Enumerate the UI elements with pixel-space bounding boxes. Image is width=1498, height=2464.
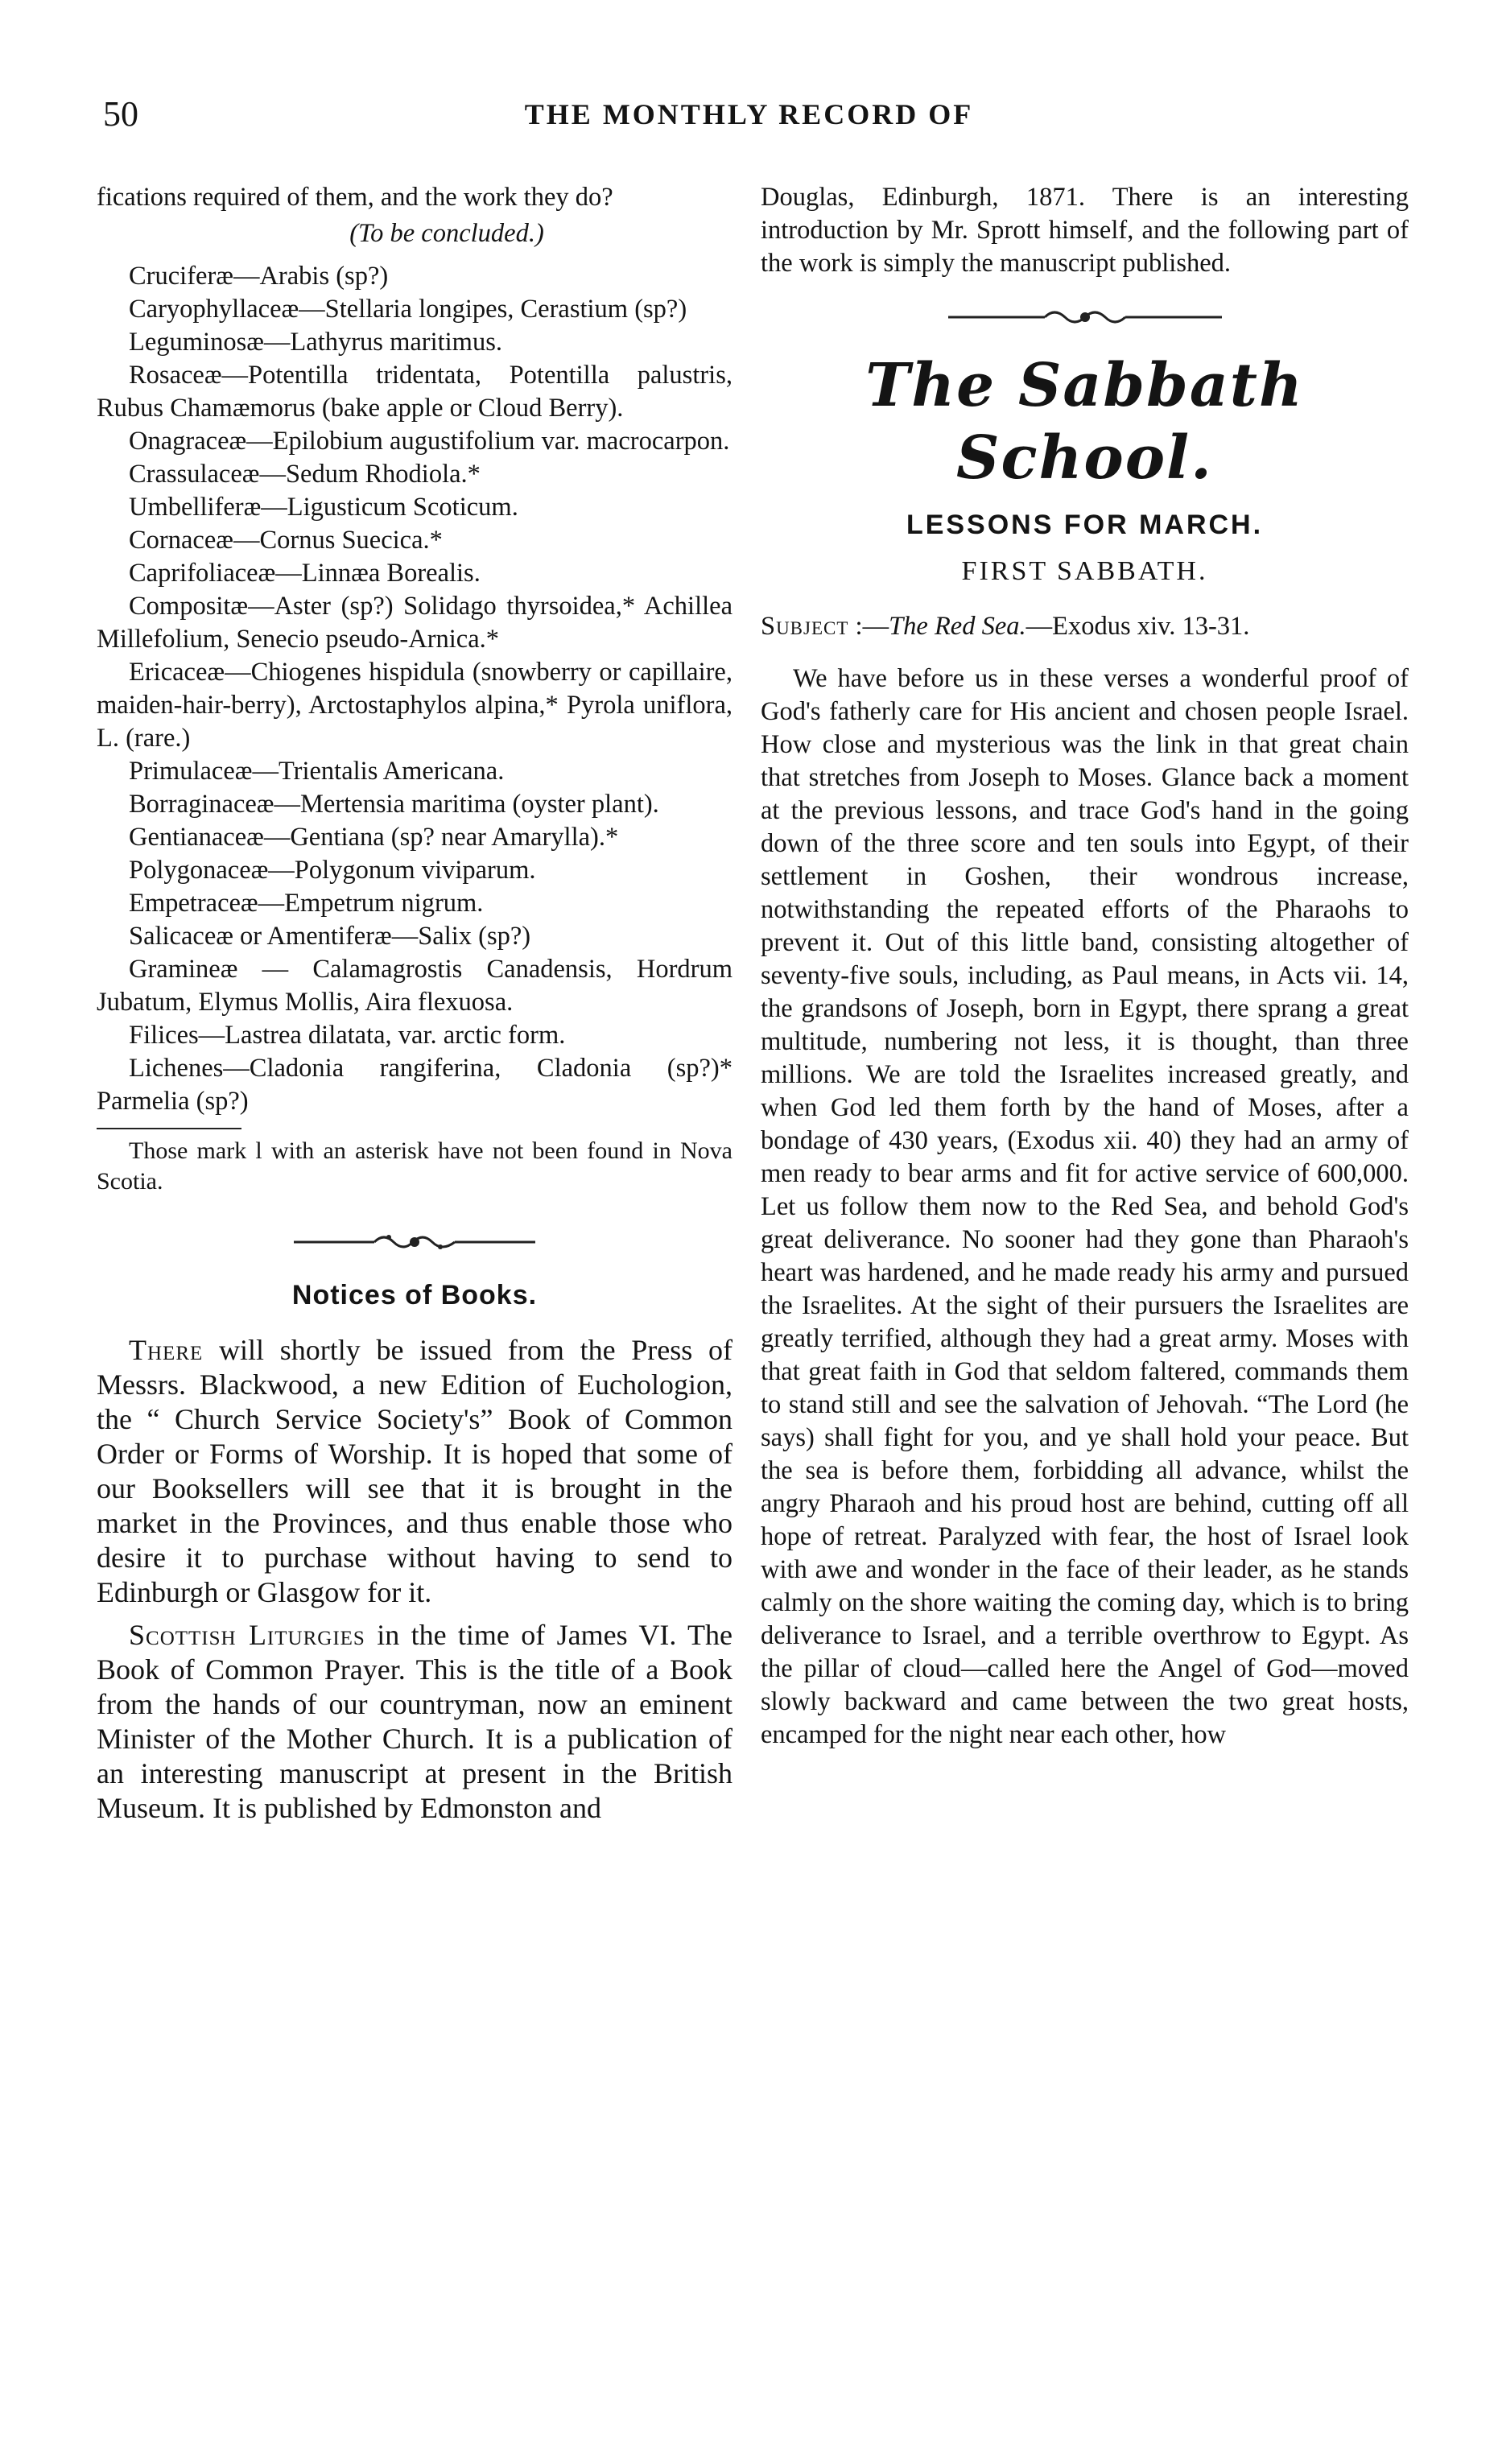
list-item: Polygonaceæ—Polygonum viviparum. bbox=[129, 856, 536, 885]
list-item: Cruciferæ—Arabis (sp?) bbox=[129, 262, 389, 291]
list-item: Ericaceæ—Chiogenes hispidula (snowberry or capillaire, maiden-hair-berry), Arctostaphylos alpina,* Pyrola uniflora, L. (rare.) bbox=[97, 658, 732, 753]
opening-text: fications required of them, and the work they do? bbox=[97, 183, 613, 212]
subject-reference: —Exodus xiv. 13-31. bbox=[1025, 612, 1250, 641]
lessons-heading: LESSONS FOR MARCH. bbox=[906, 510, 1264, 540]
list-item: Salicaceæ or Amentiferæ—Salix (sp?) bbox=[129, 922, 531, 951]
footnote: Those mark l with an asterisk have not been found in Nova Scotia. bbox=[97, 1137, 732, 1195]
notice-text: will shortly be issued from the Press of Messrs. Blackwood, a new Edition of Euchologion, the “ Church Service Society's” Book of Common Order or Forms of Worship. It is hoped that some of our Booksellers will see that it is brought in the market in the Provinces, and thus enable those who desire it to purchase without having to send to Edinburgh or Glasgow for it. bbox=[97, 1334, 732, 1608]
list-item: Primulaceæ—Trientalis Americana. bbox=[129, 757, 505, 786]
list-item: Empetraceæ—Empetrum nigrum. bbox=[129, 889, 484, 918]
list-item: Gentianaceæ—Gentiana (sp? near Amarylla).* bbox=[129, 823, 619, 852]
list-item: Filices—Lastrea dilatata, var. arctic form. bbox=[129, 1021, 566, 1050]
list-item: Caryophyllaceæ—Stellaria longipes, Cerastium (sp?) bbox=[129, 295, 687, 324]
list-item: Caprifoliaceæ—Linnæa Borealis. bbox=[129, 559, 481, 588]
sabbath-heading: FIRST SABBATH. bbox=[961, 556, 1208, 586]
lesson-body: We have before us in these verses a wonderful proof of God's fatherly care for His ancient and chosen people Israel. How close and mysterious was the link in that great chain that stretches from Joseph to Moses. Glance back a moment at the previous lessons, and trace God's hand in the going down of the three score and ten souls into Egypt, of their settlement in Goshen, their wondrous increase, notwithstanding the repeated efforts of the Pharaohs to prevent it. Out of this little band, consisting altogether of seventy-five souls, including, as Paul means, in Acts vii. 14, the grandsons of Joseph, born in Egypt, there sprang a great multitude, numbering not less, it is thought, than three millions. We are told the Israelites increased greatly, and when God led them forth by the hand of Moses, after a bondage of 430 years, (Exodus xii. 40) they had an army of men ready to bear arms and fit for active service of 600,000. Let us follow them now to the Red Sea, and behold God's great deliverance. No sooner had they gone than Pharaoh's heart was hardened, and he made ready his army and pursued the Israelites. At the sight of their pursuers the Israelites are greatly terrified, although they had a great army. Moses with that great faith in God that seldom faltered, commands them to stand still and see the salvation of Jehovah. “The Lord (he says) shall fight for you, and ye shall hold your peace. But the sea is before them, forbidding all advance, whilst the angry Pharaoh and his proud host are behind, cutting off all hope of retreat. Paralyzed with fear, the host of Israel look with awe and wonder in the face of their leader, as he stands calmly on the shore waiting the coming day, which is to bring deliverance to Israel, and a terrible overthrow to Egypt. As the pillar of cloud—called here the Angel of God—moved slowly backward and came between the two great hosts, encamped for the night near each other, how bbox=[761, 664, 1409, 1749]
list-item: Cornaceæ—Cornus Suecica.* bbox=[129, 526, 443, 555]
list-item: Lichenes—Cladonia rangiferina, Cladonia (sp?)* Parmelia (sp?) bbox=[97, 1054, 732, 1116]
list-item: Borraginaceæ—Mertensia maritima (oyster plant). bbox=[129, 790, 659, 819]
list-item: Compositæ—Aster (sp?) Solidago thyrsoidea,* Achillea Millefolium, Senecio pseudo-Arnica.* bbox=[97, 592, 732, 654]
notice-lead: There bbox=[129, 1334, 204, 1366]
right-column bbox=[761, 181, 1409, 1752]
notice-paragraph bbox=[97, 1618, 732, 1826]
footnote-rule bbox=[97, 1128, 241, 1129]
notices-heading: Notices of Books. bbox=[291, 1280, 538, 1310]
list-item: Leguminosæ—Lathyrus maritimus. bbox=[129, 328, 502, 357]
ornament-divider-icon bbox=[940, 307, 1230, 327]
list-item: Gramineæ — Calamagrostis Canadensis, Hordrum Jubatum, Elymus Mollis, Aira flexuosa. bbox=[97, 955, 732, 1017]
list-item: Rosaceæ—Potentilla tridentata, Potentilla palustris, Rubus Chamæmorus (bake apple or Cloud Berry). bbox=[97, 361, 732, 423]
ornament-divider-icon bbox=[286, 1232, 543, 1252]
list-item: Onagraceæ—Epilobium augustifolium var. macrocarpon. bbox=[129, 427, 730, 456]
to-be-concluded: (To be concluded.) bbox=[349, 219, 544, 248]
page-header bbox=[103, 90, 1395, 132]
continuation-text: Douglas, Edinburgh, 1871. There is an interesting introduction by Mr. Sprott himself, and the following part of the work is simply the manuscript published. bbox=[761, 183, 1409, 278]
plant-list bbox=[97, 260, 732, 1118]
notice-paragraph bbox=[97, 1333, 732, 1610]
list-item: Umbelliferæ—Ligusticum Scoticum. bbox=[129, 493, 518, 522]
left-column bbox=[97, 181, 732, 1834]
notice-text: in the time of James VI. The Book of Common Prayer. This is the title of a Book from the hands of our countryman, now an eminent Minister of the Mother Church. It is a publication of an interesting manuscript at present in the British Museum. It is published by Edmonston and bbox=[97, 1619, 732, 1824]
page-number: 50 bbox=[103, 94, 138, 134]
subject-label: Subject bbox=[761, 612, 849, 641]
list-item: Crassulaceæ—Sedum Rhodiola.* bbox=[129, 460, 481, 489]
section-title: The Sabbath School. bbox=[865, 351, 1304, 493]
book-notices bbox=[97, 1333, 732, 1826]
subject-title: The Red Sea. bbox=[889, 612, 1026, 641]
subject-colon: :— bbox=[848, 612, 889, 641]
running-head: THE MONTHLY RECORD OF bbox=[524, 98, 974, 130]
notice-lead: Scottish Liturgies bbox=[129, 1619, 365, 1651]
subject-line bbox=[761, 610, 1409, 643]
